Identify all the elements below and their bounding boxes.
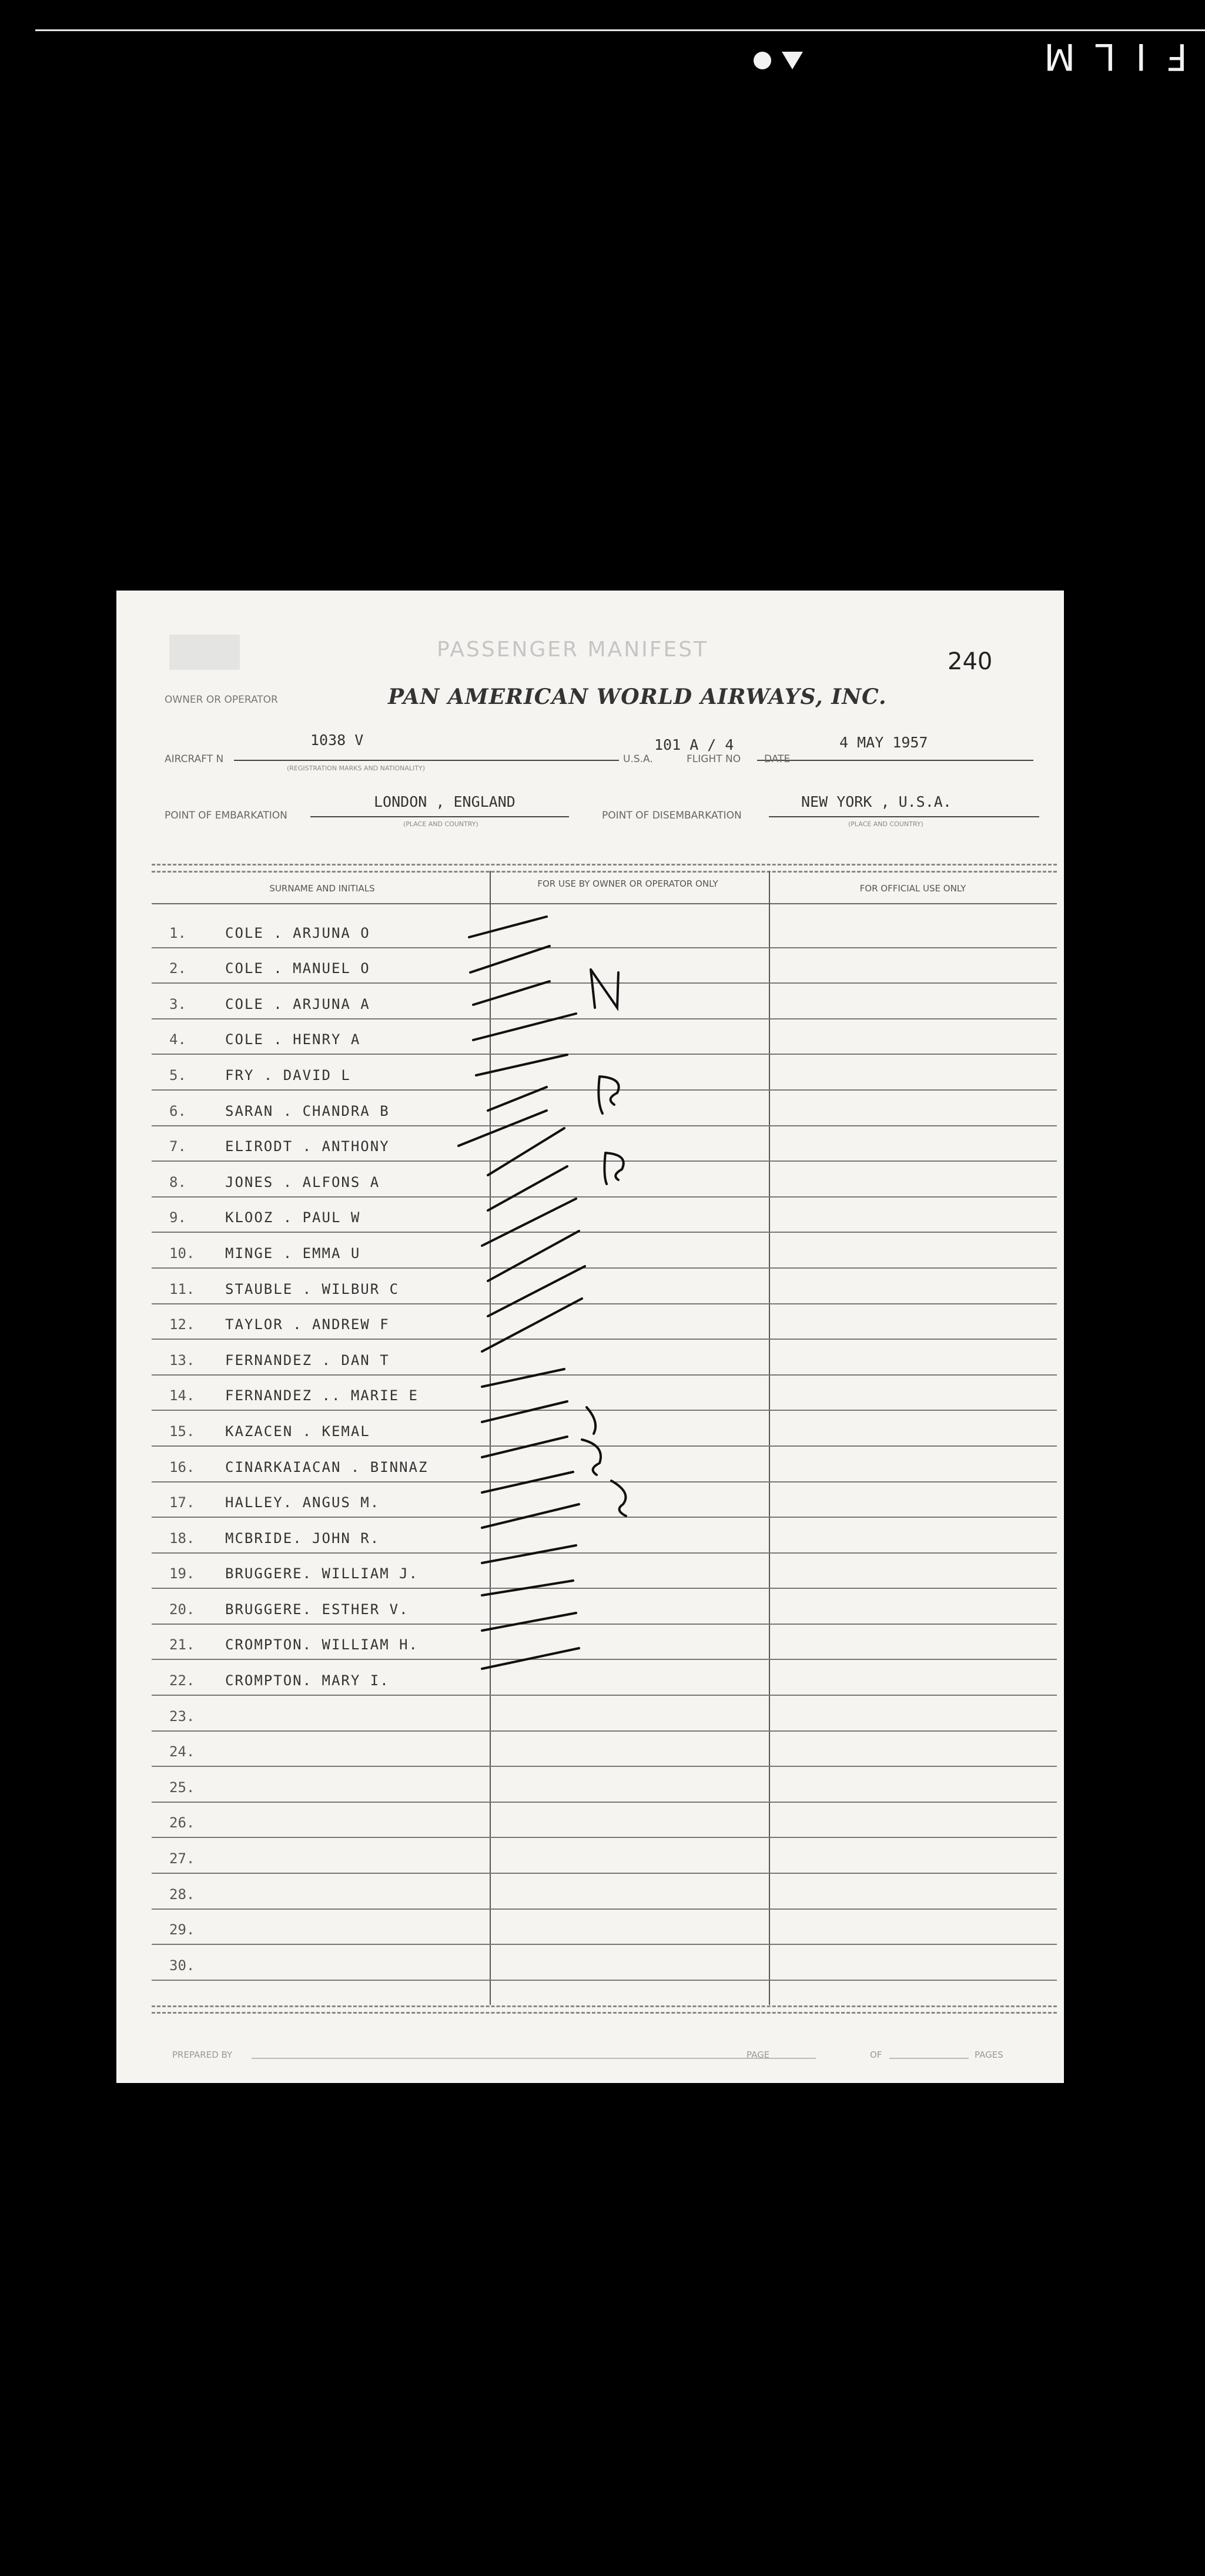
owner-use-column-header: FOR USE BY OWNER OR OPERATOR ONLY	[537, 878, 718, 889]
row-number: 23.	[169, 1708, 195, 1725]
row-number: 14.	[169, 1387, 195, 1404]
row-number: 15.	[169, 1423, 195, 1440]
form-title: PASSENGER MANIFEST	[437, 638, 709, 662]
row-number: 22.	[169, 1672, 195, 1689]
aircraft-label: AIRCRAFT N	[165, 753, 224, 765]
row-number: 21.	[169, 1636, 195, 1653]
row-number: 16.	[169, 1458, 195, 1475]
row-number: 19.	[169, 1565, 195, 1582]
row-number: 6.	[169, 1102, 186, 1119]
passenger-name: JONES . ALFONS A	[225, 1173, 380, 1190]
passenger-name: ELIRODT . ANTHONY	[225, 1138, 390, 1155]
row-number: 3.	[169, 995, 186, 1012]
passenger-name: SARAN . CHANDRA B	[225, 1102, 390, 1119]
passenger-name: KLOOZ . PAUL W	[225, 1209, 361, 1226]
row-number: 7.	[169, 1138, 186, 1155]
passenger-name: COLE . HENRY A	[225, 1031, 361, 1048]
page-number: 240	[948, 648, 993, 675]
passenger-name: COLE . MANUEL O	[225, 960, 370, 977]
passenger-name: CINARKAIACAN . BINNAZ	[225, 1458, 429, 1475]
row-number: 5.	[169, 1066, 186, 1084]
footer-of-label: OF	[870, 2050, 882, 2060]
passenger-name: COLE . ARJUNA A	[225, 995, 370, 1012]
embarkation-label: POINT OF EMBARKATION	[165, 810, 287, 821]
row-number: 8.	[169, 1173, 186, 1190]
row-number: 10.	[169, 1245, 195, 1262]
row-number: 4.	[169, 1031, 186, 1048]
disembarkation-value: NEW YORK , U.S.A.	[801, 793, 952, 810]
official-use-column-header: FOR OFFICIAL USE ONLY	[859, 883, 966, 894]
row-number: 17.	[169, 1494, 195, 1511]
disembarkation-label: POINT OF DISEMBARKATION	[602, 810, 742, 821]
footer-page-label: PAGE	[747, 2050, 770, 2060]
row-number: 13.	[169, 1351, 195, 1368]
surname-column-header: SURNAME AND INITIALS	[269, 883, 375, 894]
passenger-name: FRY . DAVID L	[225, 1066, 351, 1084]
prepared-by-label: PREPARED BY	[172, 2050, 233, 2060]
passenger-name: TAYLOR . ANDREW F	[225, 1316, 390, 1333]
nationality-label: U.S.A.	[623, 753, 653, 765]
owner-label: OWNER OR OPERATOR	[165, 694, 278, 706]
passenger-name: FERNANDEZ .. MARIE E	[225, 1387, 419, 1404]
row-number: 24.	[169, 1743, 195, 1760]
passenger-name: KAZACEN . KEMAL	[225, 1423, 370, 1440]
owner-value: PAN AMERICAN WORLD AIRWAYS, INC.	[388, 685, 887, 709]
date-value: 4 MAY 1957	[839, 734, 928, 751]
row-number: 9.	[169, 1209, 186, 1226]
row-number: 18.	[169, 1530, 195, 1547]
passenger-name: CROMPTON. MARY I.	[225, 1672, 390, 1689]
footer-pages-label: PAGES	[975, 2050, 1003, 2060]
embarkation-sublabel: (PLACE AND COUNTRY)	[403, 820, 478, 828]
passenger-name: BRUGGERE. ESTHER V.	[225, 1601, 409, 1618]
film-label: FILM	[1024, 35, 1187, 79]
flight-label: FLIGHT NO	[687, 753, 741, 765]
row-number: 2.	[169, 960, 186, 977]
passenger-name: COLE . ARJUNA O	[225, 924, 370, 941]
row-number: 12.	[169, 1316, 195, 1333]
row-number: 1.	[169, 924, 186, 941]
date-label: DATE	[764, 753, 791, 765]
row-number: 28.	[169, 1886, 195, 1903]
disembarkation-sublabel: (PLACE AND COUNTRY)	[848, 820, 923, 828]
aircraft-sublabel: (REGISTRATION MARKS AND NATIONALITY)	[287, 764, 426, 772]
passenger-name: STAUBLE . WILBUR C	[225, 1280, 400, 1297]
aircraft-value: 1038 V	[310, 732, 364, 749]
passenger-name: CROMPTON. WILLIAM H.	[225, 1636, 419, 1653]
flight-value: 101 A / 4	[654, 736, 734, 753]
passenger-name: BRUGGERE. WILLIAM J.	[225, 1565, 419, 1582]
row-number: 26.	[169, 1814, 195, 1832]
row-number: 20.	[169, 1601, 195, 1618]
row-number: 27.	[169, 1850, 195, 1867]
passenger-name: MINGE . EMMA U	[225, 1245, 361, 1262]
row-number: 25.	[169, 1779, 195, 1796]
row-number: 29.	[169, 1921, 195, 1938]
row-number: 30.	[169, 1957, 195, 1974]
passenger-name: MCBRIDE. JOHN R.	[225, 1530, 380, 1547]
row-number: 11.	[169, 1280, 195, 1297]
passenger-name: HALLEY. ANGUS M.	[225, 1494, 380, 1511]
embarkation-value: LONDON , ENGLAND	[374, 793, 516, 810]
passenger-name: FERNANDEZ . DAN T	[225, 1351, 390, 1368]
